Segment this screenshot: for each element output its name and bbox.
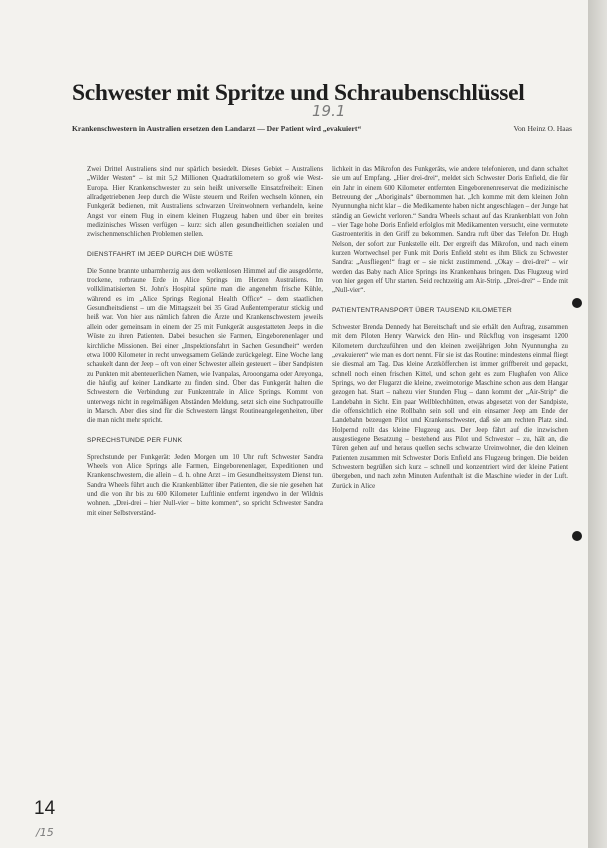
- section-text-transport: Schwester Brenda Dennedy hat Bereitschaft und sie erhält den Auftrag, zusammen mit dem Piloten Henry Warwick den Hin- und Rückflug von insgesamt 1200 Kilometern durchzuführen und den kleinen zweijährigen John Nyunnungha zu „evakuieren“ wie man es dort nennt. Für sie ist das Routine: mindestens einmal fliegt sie diesmal am Tag. Das kleine Arztköfferchen ist immer griffbereit und gepackt, schnell noch einen frischen Kittel, und schon geht es zum Flughafen von Alice Springs, wo der Flugarzt die kleine, zweimotorige Maschine schon aus dem Hangar gezogen hat. Start – nahezu vier Stunden Flug – dann kommt der „Air-Strip“ die Landebahn in Sicht. Ein paar Wellblechhütten, etwas abgesetzt von der Sandpiste, die offensichtlich eine Rollbahn sein soll und ein einsamer Jeep am Ende der Landebahn bezeugen Pilot und Krankenschwester, daß sie am rechten Platz sind. Holpernd rollt das kleine Flugzeug aus. Der Jeep fährt auf die inzwischen ausgestiegene Besatzung – bestehend aus Pilot und Schwester – zu, hält an, die Türen gehen auf und heraus quellen sechs schwarze Ureinwohner, die den kleinen Patienten zusammen mit Schwester Doris Enfield ans Flugzeug bringen. Die beiden Schwestern begrüßen sich kurz – schnell und konzentriert wird der kleine Patient übergeben, und nach zehn Minuten Aufenthalt ist die Maschine wieder in der Luft. Zurück in Alice: [332, 323, 568, 490]
- section-heading-radio: SPRECHSTUNDE PER FUNK: [87, 436, 183, 444]
- handwritten-note-top: 19.1: [312, 102, 346, 120]
- page-number: 14: [34, 798, 56, 819]
- punch-hole-upper: [572, 298, 582, 308]
- intro-paragraph: Zwei Drittel Australiens sind nur spärlich besiedelt. Dieses Gebiet – Australiens „Wilder Westen“ – ist mit 5,2 Millionen Quadratkilometern so groß wie West-Europa. Hier Krankenschwester zu sein heißt universelle Einsatzfreiheit: Einen allradgetriebenen Jeep durch die Wüste steuern und Reifen wechseln können, ein Funkgerät bedienen, mit Australiens schwarzen Ureinwohnern verhandeln, keine Angst vor einem Flug in einem kleinen Flugzeug haben und über ein breites medizinisches Wissen verfügen – kurz: sich allen gesundheitlichen sozialen und zwischenmenschlichen Problemen stellen.: [87, 166, 323, 239]
- article-subtitle-row: [72, 124, 572, 133]
- handwritten-note-bottom: /15: [36, 826, 54, 839]
- right-column: [332, 165, 568, 494]
- section-text-jeep: Die Sonne brannte unbarmherzig aus dem wolkenlosen Himmel auf die ausgedörrte, trockene, rotbraune Erde in Alice Springs im Herzen Australiens. Im vollklimatisierten St. John's Hospital spürte man die angenehm frische Kühle, während es im „Alice Springs Regional Health Office“ – dem staatlichen Gesundheitsdienst – um die Mittagszeit bei 35 Grad Außentemperatur stickig und heiß war. Von hier aus nämlich fahren die Ärzte und Krankenschwestern jeweils allein oder gemeinsam in einem der 25 mit Funkgerät ausgestatteten Jeeps in die Wüste zu ihren Patienten. Dabei besuchen sie Farmen, Eingeborenenlager und kirchliche Missionen. Bei einer „Inspektionsfahrt in Sachen Gesundheit“ werden etwa 1000 Kilometer in recht unwegsamem Gelände zurückgelegt. Eine Woche lang schaukelt dann der Jeep – oft von einer Schwester allein gesteuert – über Sandpisten zu Punkten mit abenteuerlichen Namen, wie Ivanpalas, Arooongama oder Areyonga, die häufig auf keiner Landkarte zu finden sind. Über das Funkgerät halten die Schwestern die Verbindung zur Funkzentrale in Alice Springs. Kommt von unterwegs nicht in regelmäßigen Abständen Meldung, setzt sich eine Suchpatrouille in Marsch. Aber dies sind für die Schwestern längst Routineangelegenheiten, über die man nicht mehr spricht.: [87, 267, 323, 425]
- article-byline: Von Heinz O. Haas: [513, 124, 572, 133]
- section-text-radio: Sprechstunde per Funkgerät: Jeden Morgen um 10 Uhr ruft Schwester Sandra Wheels von Alice Springs alle Farmen, Eingeborenenlager, Expeditionen und Krankenschwestern, die allein – d. h. ohne Arzt – im Gesundheitssystem Dienst tun. Sandra Wheels führt auch die Krankenblätter über Patienten, die sie nie gesehen hat und die von ihr bis zu 600 Kilometer Luftlinie entfernt irgendwo in der Wildnis wohnen. „Drei-drei – hier Null-vier – bitte kommen“, so spricht Schwester Sandra mit einer Selbstverständ-: [87, 453, 323, 517]
- article-title: Schwester mit Spritze und Schraubenschlüssel: [72, 80, 525, 106]
- article-subtitle: Krankenschwestern in Australien ersetzen den Landarzt — Der Patient wird „evakuiert“: [72, 124, 362, 133]
- left-column: [87, 165, 323, 521]
- section-heading-transport: PATIENTENTRANSPORT ÜBER TAUSEND KILOMETER: [332, 306, 512, 314]
- radio-dialogue-paragraph: lichkeit in das Mikrofon des Funkgeräts, wie andere telefonieren, und dann schaltet sie um auf Empfang. „Hier drei-drei“, meldet sich Schwester Doris Enfield, die für ein Jahr in einem 600 Kilometer entfernten Eingeborenenreservat die medizinische Betreuung der „Aboriginals“ übernommen hat. „Ich komme mit dem kleinen John Nyunnungha nicht klar – die Medikamente haben nicht angeschlagen – der Junge hat ständig an Gewicht verloren.“ Sandra Wheels schaut auf das Krankenblatt von John – vier Tage hohe Doris Enfield erfolglos mit Medikamenten versucht, eine vermutete Gastroenteritis in den Griff zu bekommen. Sandra ruft über das Telefon Dr. Hugh Nelson, der sofort zur Funkstelle eilt. Der ergreift das Mikrofon, und nach einem kurzen Wortwechsel per Funk mit Doris Enfield steht es ihm Blick zu Schwester Sandra: „Ausfliegen!“ fragt er – sie nickt zustimmend. „Okay – drei-drei“ – wir werden das Baby nach Alice Springs ins Krankenhaus bringen. Das Flugzeug wird von hier gegen elf Uhr starten. Seid rechtzeitig am Air-Strip. „Drei-drei“ – Ende mit „Null-vier“.: [332, 166, 568, 295]
- section-heading-jeep: DIENSTFAHRT IM JEEP DURCH DIE WÜSTE: [87, 250, 233, 258]
- punch-hole-lower: [572, 531, 582, 541]
- page-edge: [588, 0, 607, 848]
